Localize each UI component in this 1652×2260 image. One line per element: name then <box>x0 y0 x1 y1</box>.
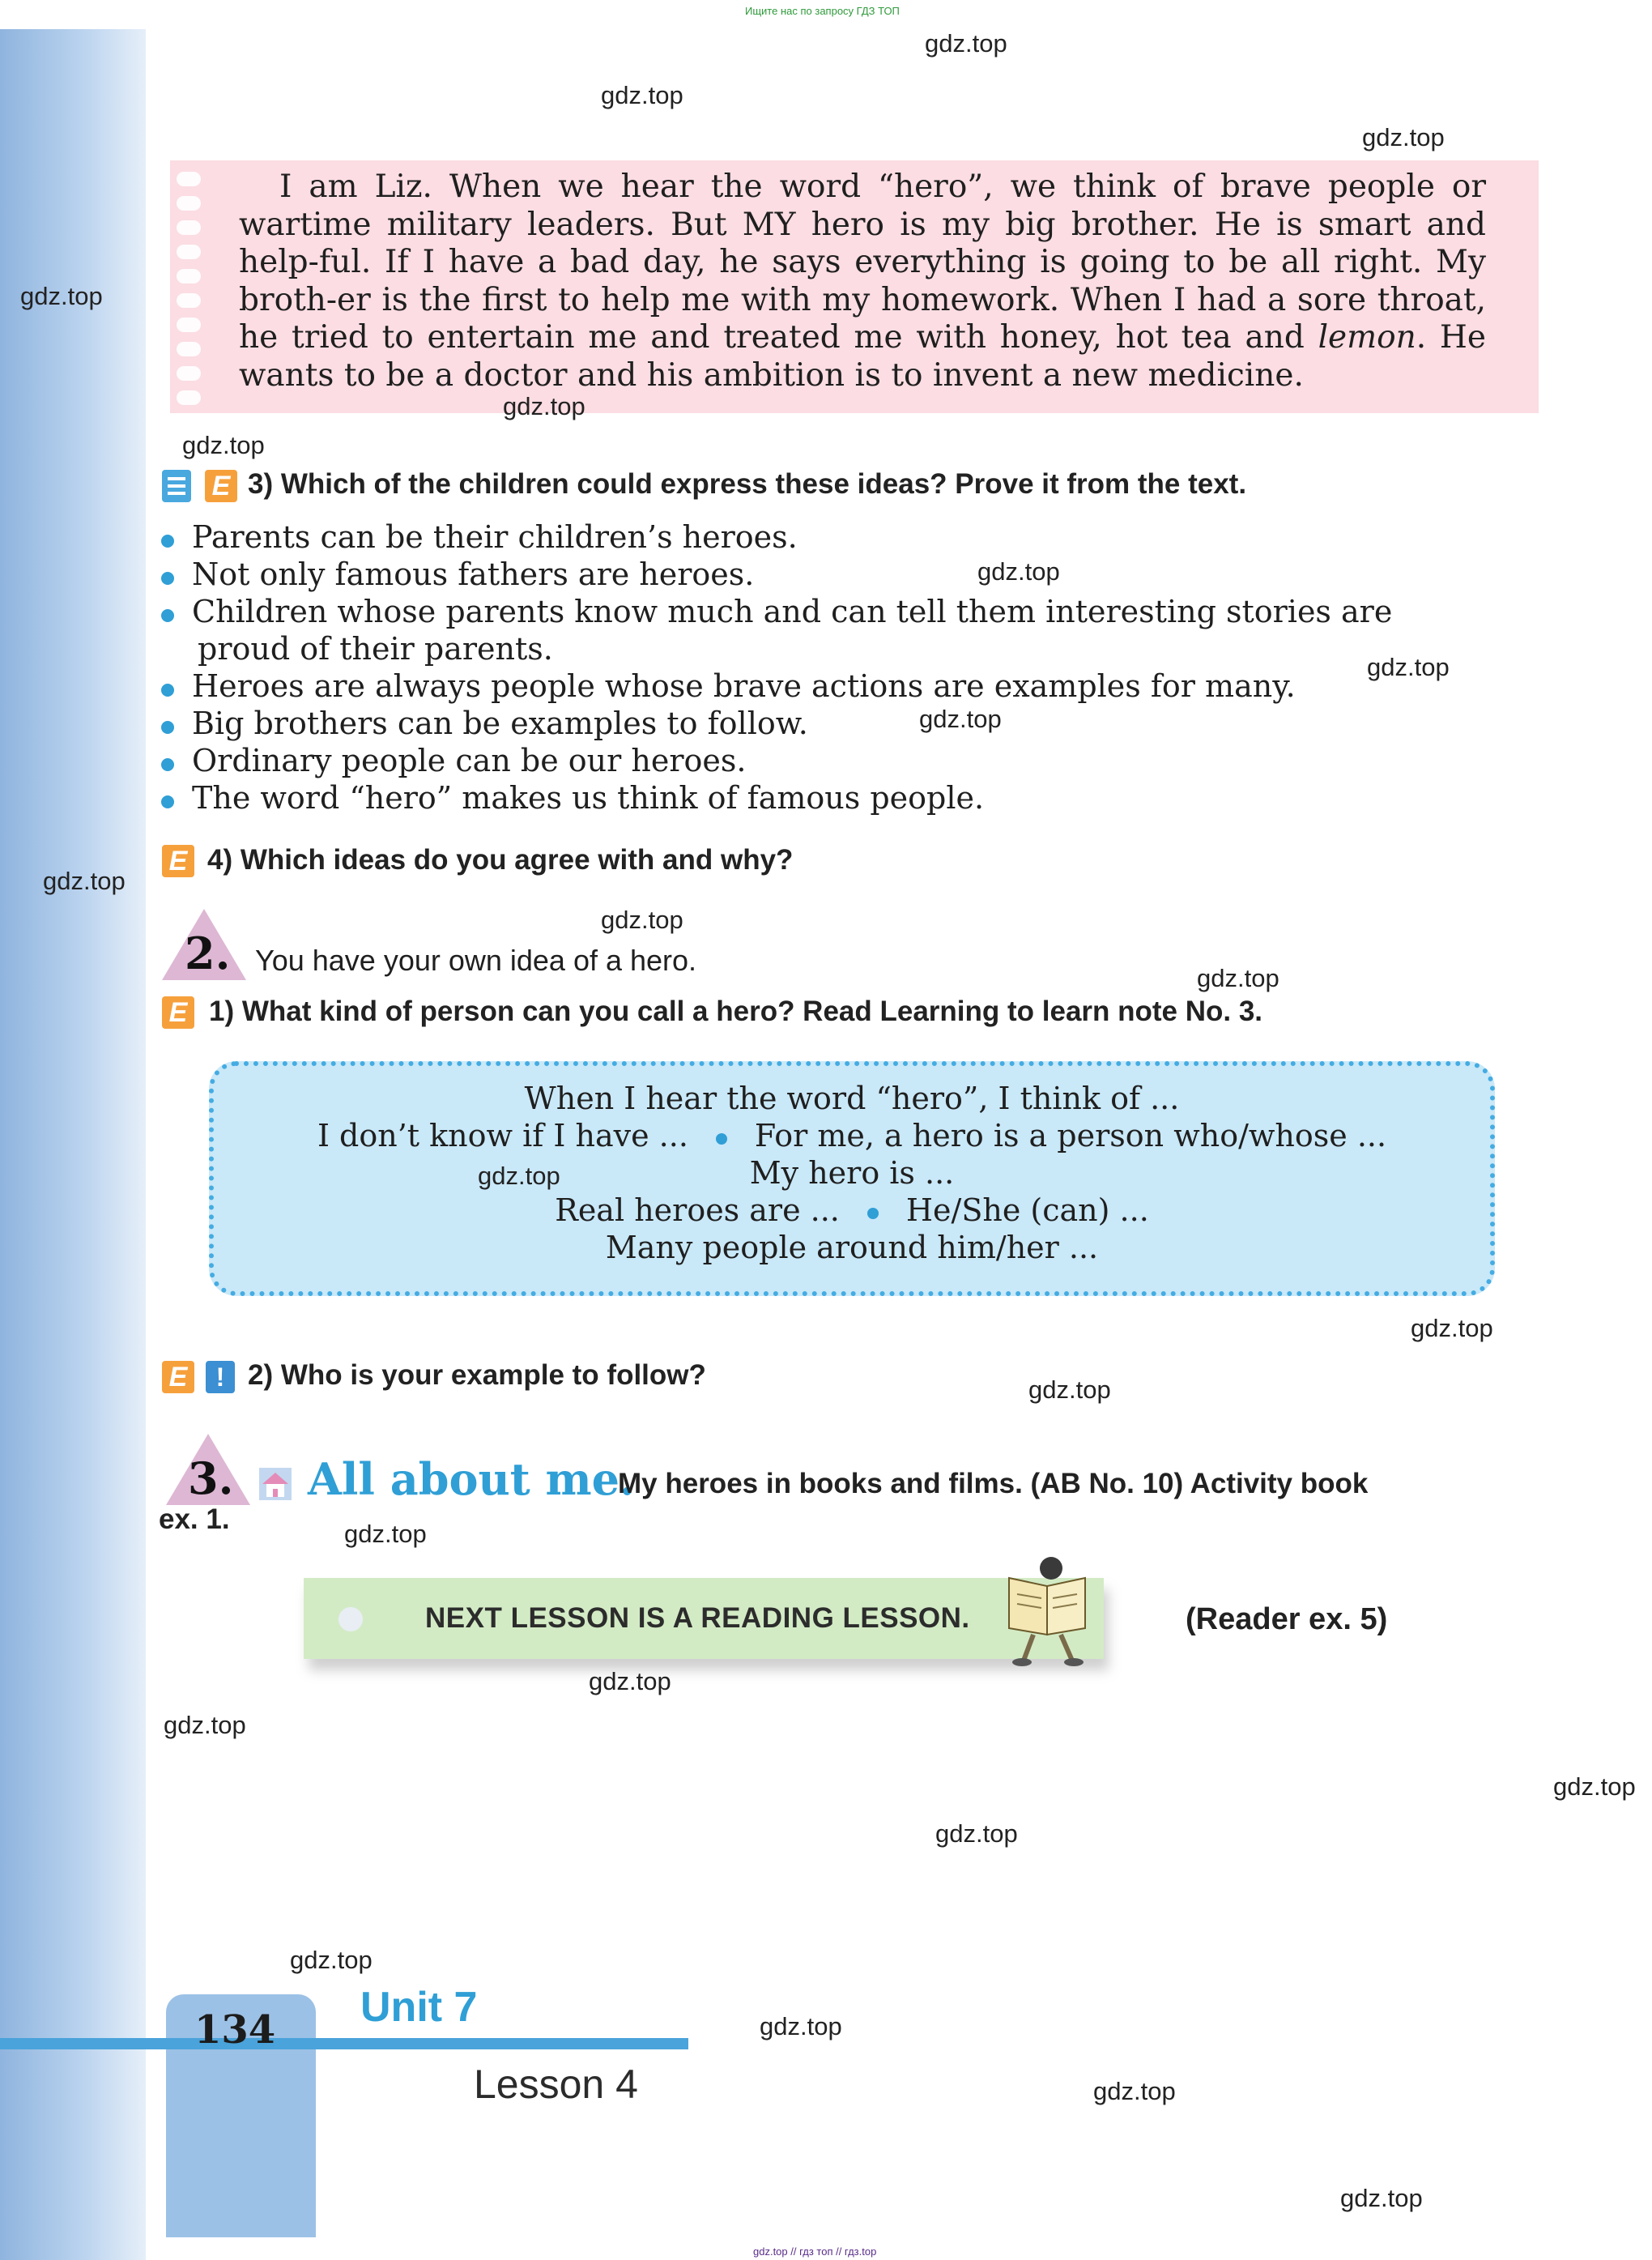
watermark: gdz.top <box>1553 1772 1636 1801</box>
list-item: Parents can be their children’s heroes. <box>158 518 1454 556</box>
exercise-3-number: 3. <box>188 1452 234 1504</box>
list-icon <box>162 470 191 502</box>
page-number: 134 <box>194 2007 276 2053</box>
list-item: Children whose parents know much and can tell them interesting stories are proud of their parents. <box>158 593 1454 667</box>
watermark: gdz.top <box>977 557 1060 586</box>
exercise-2-task-1: 1) What kind of person can you call a hero? Read Learning to learn note No. 3. <box>209 996 1263 1027</box>
footer-bar <box>0 2038 688 2049</box>
e-icon: E <box>162 996 194 1029</box>
reading-person-icon <box>994 1554 1100 1667</box>
watermark: gdz.top <box>1093 2077 1176 2105</box>
watermark: gdz.top <box>503 392 585 420</box>
watermark: gdz.top <box>20 282 103 310</box>
exclamation-icon: ! <box>206 1361 235 1393</box>
list-item: Big brothers can be examples to follow. <box>158 705 1454 742</box>
watermark: gdz.top <box>601 906 683 934</box>
bullet-dot <box>867 1208 879 1219</box>
watermark: gdz.top <box>1362 123 1445 151</box>
watermark: gdz.top <box>1367 653 1450 681</box>
watermark: gdz.top <box>1411 1314 1493 1342</box>
e-icon: E <box>205 470 237 502</box>
liz-paragraph <box>239 168 1486 394</box>
watermark: gdz.top <box>925 29 1007 58</box>
exercise-2-number: 2. <box>185 927 231 979</box>
watermark: gdz.top <box>1340 2184 1423 2212</box>
reader-exercise-ref: (Reader ex. 5) <box>1186 1602 1388 1636</box>
all-about-me-title: All about me. <box>308 1453 635 1505</box>
unit-label: Unit 7 <box>360 1984 478 2031</box>
exercise-2-intro: You have your own idea of a hero. <box>255 944 697 977</box>
e-icon: E <box>162 1361 194 1393</box>
watermark: gdz.top <box>919 705 1002 733</box>
liz-text-main: I am Liz. When we hear the word “hero”, we think of brave people or wartime military leaders. But MY hero is my big brother. He is smart and help-ful. If I have a bad day, he says everything is going to be all right. My broth-er is the first to help me with my homework. When I had a sore throat, he tried to entertain me and treated me with honey, hot tea and <box>239 168 1486 356</box>
watermark: gdz.top <box>43 867 126 895</box>
watermark: gdz.top <box>935 1819 1018 1848</box>
phrase-line-5: Many people around him/her ... <box>605 1230 1099 1265</box>
list-item: The word “hero” makes us think of famous people. <box>158 779 1454 817</box>
watermark: gdz.top <box>164 1711 246 1739</box>
watermark: gdz.top <box>344 1520 427 1548</box>
phrase-line-4: Real heroes are ... He/She (can) ... <box>555 1192 1149 1228</box>
exercise-2-task-2: 2) Who is your example to follow? <box>248 1359 706 1391</box>
list-item: Heroes are always people whose brave actions are examples for many. <box>158 667 1454 705</box>
phrase-line-3: My hero is ... <box>749 1155 955 1191</box>
watermark: gdz.top <box>1197 964 1279 992</box>
left-margin-strip <box>0 29 146 2260</box>
ideas-bullet-list <box>158 518 1454 817</box>
e-icon: E <box>162 845 194 877</box>
watermark: gdz.top <box>760 2012 842 2040</box>
watermark: gdz.top <box>1028 1375 1111 1404</box>
top-site-note: Ищите нас по запросу ГДЗ ТОП <box>745 5 900 17</box>
watermark: gdz.top <box>182 431 265 459</box>
task-4-heading: 4) Which ideas do you agree with and why? <box>207 844 794 876</box>
bullet-dot <box>716 1133 727 1145</box>
next-lesson-text: NEXT LESSON IS A READING LESSON. <box>425 1602 970 1634</box>
exercise-3-text-cont: ex. 1. <box>159 1503 230 1535</box>
exercise-3-text: My heroes in books and films. (AB No. 10) Activity book <box>618 1468 1369 1499</box>
task-3-heading: 3) Which of the children could express these ideas? Prove it from the text. <box>248 468 1247 500</box>
liz-text-italic-word: lemon <box>1318 319 1416 356</box>
phrase-line-2: I don’t know if I have ... For me, a hero is a person who/whose ... <box>317 1118 1387 1153</box>
watermark: gdz.top <box>601 81 683 109</box>
watermark: gdz.top <box>478 1162 560 1190</box>
lesson-label: Lesson 4 <box>474 2062 638 2107</box>
house-icon <box>259 1468 292 1500</box>
watermark: gdz.top <box>290 1946 373 1974</box>
bottom-site-note: gdz.top // гдз топ // гдз.top <box>753 2245 877 2258</box>
watermark: gdz.top <box>589 1667 671 1695</box>
liz-text-end: . He wants to be a doctor and his ambition is to invent a new medicine. <box>239 319 1486 394</box>
list-item: Ordinary people can be our heroes. <box>158 742 1454 779</box>
phrase-line-1: When I hear the word “hero”, I think of ... <box>524 1081 1180 1116</box>
list-item: Not only famous fathers are heroes. <box>158 556 1454 593</box>
banner-dot <box>338 1607 363 1631</box>
